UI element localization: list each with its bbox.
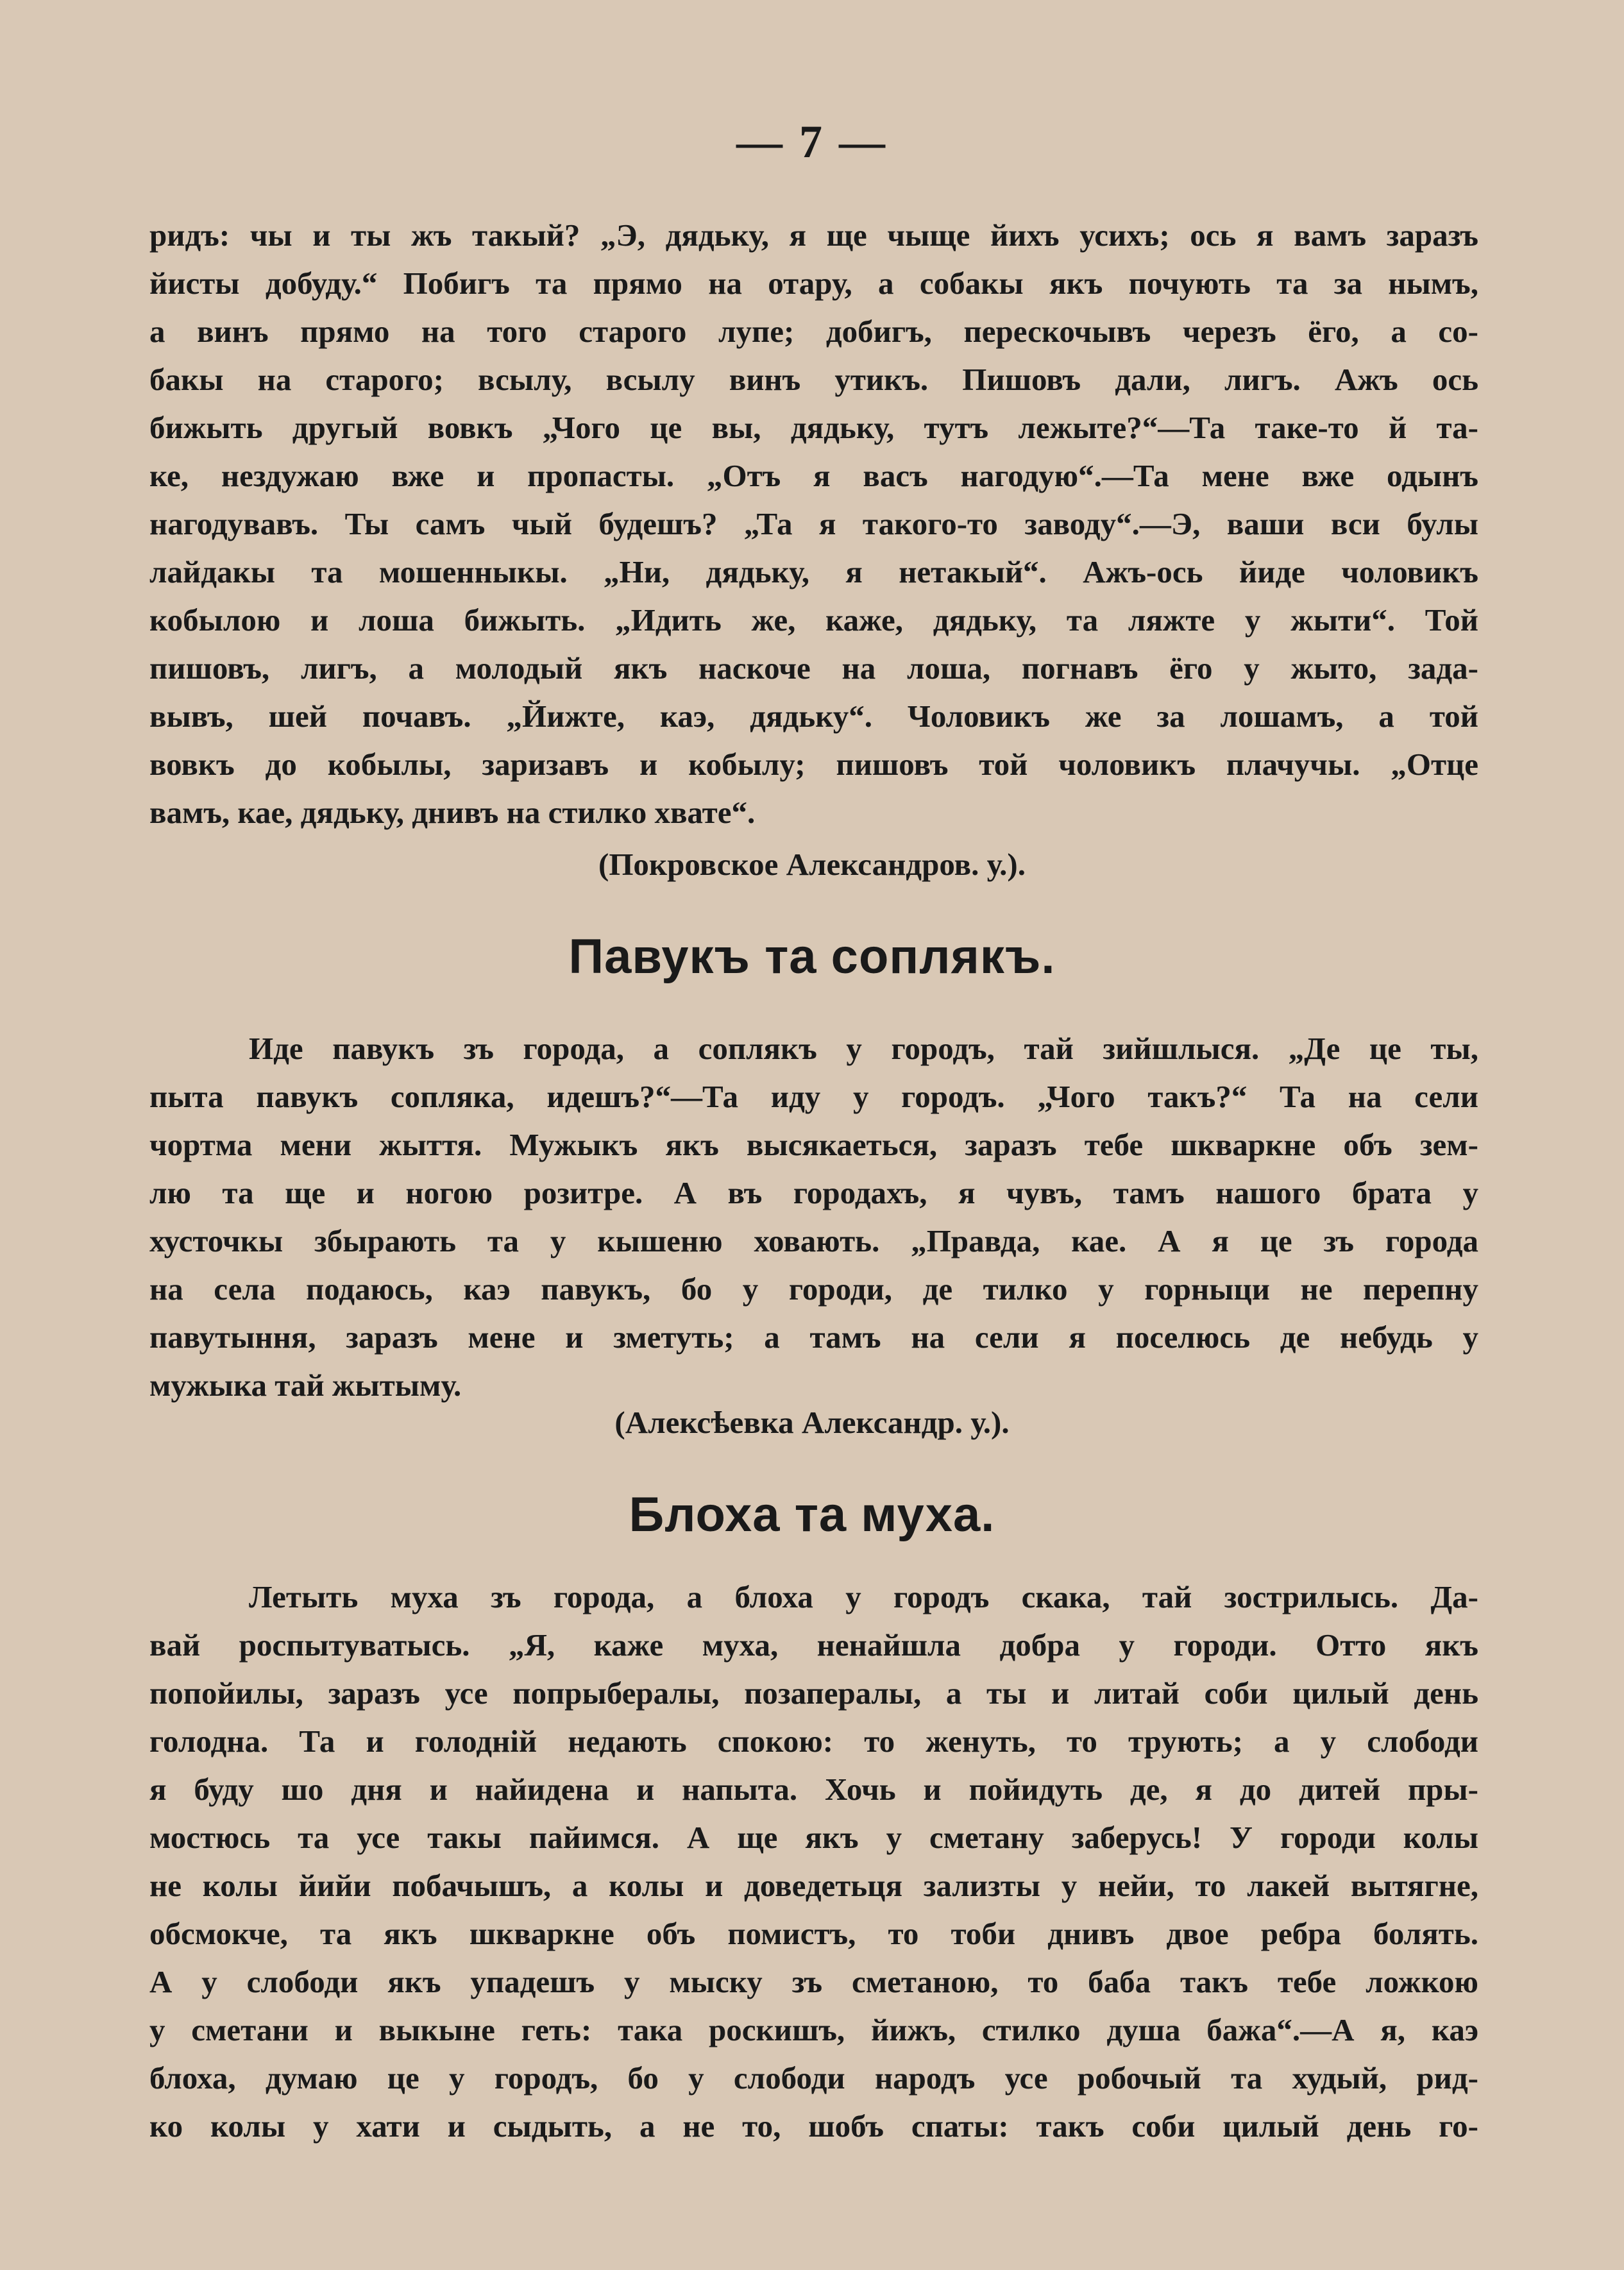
text-line: а винъ прямо на того старого лупе; добигъ, перескочывъ черезъ ёго, а со- xyxy=(149,314,1478,349)
text-line: лайдакы та мошенныкы. „Ни, дядьку, я нетакый“. Ажъ-ось йиде чоловикъ xyxy=(149,554,1478,589)
text-line: А у слободи якъ упадешъ у мыску зъ сметаною, то баба такъ тебе ложкою xyxy=(149,1964,1478,1999)
section-title: Павукъ та сoплякъ. xyxy=(568,929,1056,984)
text-line: вай роспытуватысь. „Я, каже муха, ненайшла добра у городи. Отто якъ xyxy=(149,1627,1478,1663)
text-line: нагодувавъ. Ты самъ чый будешъ? „Та я такого-то заводу“.—Э, ваши вси булы xyxy=(149,506,1478,541)
text-line: Иде павукъ зъ города, а сoплякъ у городъ, тай зийшлыся. „Де це ты, xyxy=(249,1031,1478,1066)
text-line: пишовъ, лигъ, а молодый якъ наскоче на лоша, погнавъ ёго у жыто, зада- xyxy=(149,650,1478,686)
text-line: павутыння, заразъ мене и зметуть; а тамъ на сели я поселюсь де небудь у xyxy=(149,1319,1478,1355)
text-line: попойилы, заразъ усе попрыбералы, позаперaлы, а ты и литай соби цилый день xyxy=(149,1675,1478,1711)
text-line: ке, нездужаю вже и пропасты. „Отъ я васъ нагодую“.—Та мене вже одынъ xyxy=(149,458,1478,493)
text-line: на села подаюсь, каэ павукъ, бо у городи, де тилко у горныци не перепну xyxy=(149,1271,1478,1307)
text-line: обсмокче, та якъ шкваркне объ помистъ, то тоби днивъ двое ребра болять. xyxy=(149,1916,1478,1951)
text-line: Летыть муха зъ города, а блоха у городъ скака, тай зострилысь. Да- xyxy=(249,1579,1478,1614)
text-line: не колы йийи побачышъ, а колы и доведетьця зализты у нейи, то лакей вытягне, xyxy=(149,1868,1478,1903)
text-line: лю та ще и ногою розитре. А въ городахъ, я чувъ, тамъ нашого брата у xyxy=(149,1175,1478,1210)
text-line: вывъ, шей почавъ. „Йижте, каэ, дядьку“. Чоловикъ же за лошамъ, а той xyxy=(149,699,1478,734)
text-line: хусточкы збырають та у кышеню ховають. „Правда, кае. А я це зъ города xyxy=(149,1223,1478,1258)
text-line: пыта павукъ сопляка, идешъ?“—Та иду у городъ. „Чого такъ?“ Та на сели xyxy=(149,1079,1478,1114)
source-note: (Алексѣевка Александр. у.). xyxy=(614,1405,1010,1440)
text-line: йисты добуду.“ Побигъ та прямо на отару, а собакы якъ почують та за нымъ, xyxy=(149,266,1478,301)
source-note: (Покровское Александров. у.). xyxy=(598,847,1026,882)
text-line: бакы на старого; всылу, всылу винъ утикъ. Пишовъ дали, лигъ. Ажъ ось xyxy=(149,362,1478,397)
text-line: мостюсь та усе такы пайимся. А ще якъ у сметану заберусь! У городи колы xyxy=(149,1820,1478,1855)
text-line: ко колы у хати и сыдыть, а не то, шобъ спаты: такъ соби цилый день го- xyxy=(149,2108,1478,2144)
text-line: у сметани и выкыне геть: така роскишъ, йижъ, стилко душа бажа“.—А я, каэ xyxy=(149,2012,1478,2047)
text-line: я буду шо дня и найидена и напыта. Хочь и пойидуть де, я до дитей пры- xyxy=(149,1772,1478,1807)
text-line: голодна. Та и голодній недають спокою: то женуть, то трують; а у слободи xyxy=(149,1724,1478,1759)
text-line: бижыть другый вовкъ „Чого це вы, дядьку, тутъ лежыте?“—Та таке-то й та- xyxy=(149,410,1478,445)
text-line: вамъ, кае, дядьку, днивъ на стилко хвате“. xyxy=(149,795,756,830)
text-line: чортма мени жыття. Мужыкъ якъ высякаеться, заразъ тебе шкваркне объ зем- xyxy=(149,1127,1478,1162)
section-title: Блоха та муха. xyxy=(629,1487,995,1542)
text-line: вовкъ до кобылы, заризавъ и кобылу; пишовъ той чоловикъ плачучы. „Отце xyxy=(149,747,1478,782)
text-line: блоха, думаю це у городъ, бо у слободи народъ усе робочый та худый, рид- xyxy=(149,2060,1478,2096)
page-number: — 7 — xyxy=(736,116,888,167)
text-line: ридъ: чы и ты жъ такый? „Э, дядьку, я ще чыще йихъ усихъ; ось я вамъ заразъ xyxy=(149,217,1478,253)
text-line: кобылою и лоша бижыть. „Идить же, каже, дядьку, та ляжте у жыти“. Той xyxy=(149,602,1478,638)
text-line: мужыка тай жытыму. xyxy=(149,1368,462,1403)
